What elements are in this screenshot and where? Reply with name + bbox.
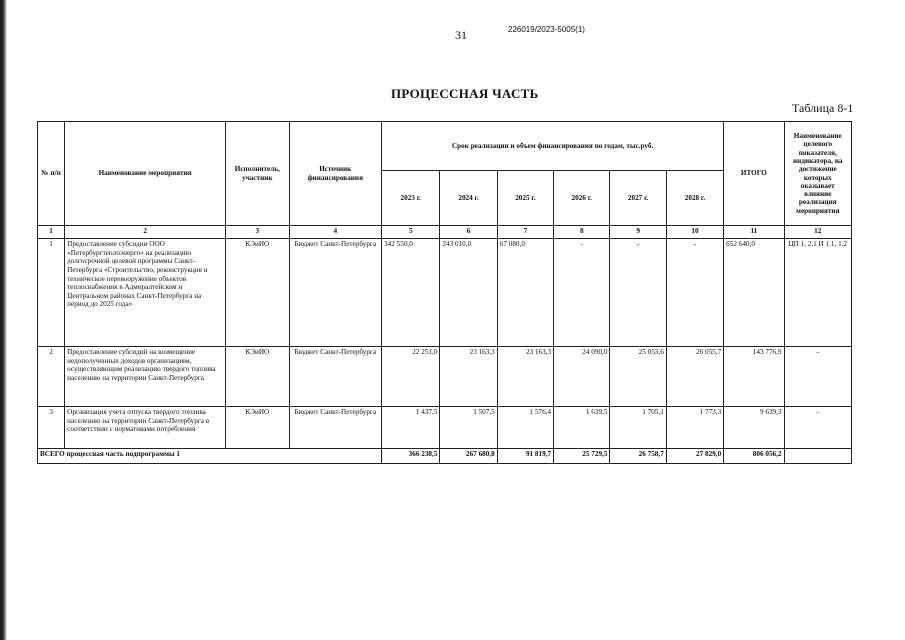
total-value: 27 829,0 xyxy=(666,449,723,464)
header-year: 2028 г. xyxy=(666,171,723,226)
column-number: 11 xyxy=(724,226,784,239)
total-indicator-empty xyxy=(784,449,851,464)
row-value: - xyxy=(666,239,723,347)
total-value: 25 729,5 xyxy=(554,449,610,464)
table-row xyxy=(38,239,852,347)
column-number: 6 xyxy=(440,226,497,239)
column-number: 3 xyxy=(226,226,289,239)
row-value: 342 550,0 xyxy=(382,239,440,347)
row-value: 1 705,1 xyxy=(610,407,666,449)
financing-table xyxy=(37,121,852,464)
column-number: 8 xyxy=(554,226,610,239)
header-funding: Срок реализации и объем финансирования по годам, тыс.руб. xyxy=(382,122,724,171)
header-year: 2023 г. xyxy=(382,171,440,226)
header-name: Наименование мероприятия xyxy=(65,122,226,226)
row-name: Предоставление субсидии ООО «Петербургтеплоэнерго» на реализацию долгосрочной целевой программы Санкт-Петербурга «Строительство, реконструкция и техническое перевооружение объектов теплоснабжения в Адмиралтейском и Центральном районах Санкт-Петербурга на период до 2025 года» xyxy=(65,239,226,347)
table-row xyxy=(38,407,852,449)
document-id: 226019/2023-5005(1) xyxy=(508,25,585,34)
row-total: 143 776,9 xyxy=(724,347,784,407)
total-value: 26 758,7 xyxy=(610,449,666,464)
row-indicator: ЦП 1, 2.1 И 1.1, 1.2 xyxy=(784,239,851,347)
row-value: 1 437,5 xyxy=(382,407,440,449)
row-value: 1 773,3 xyxy=(666,407,723,449)
row-value: 1 639,5 xyxy=(554,407,610,449)
row-value: 23 163,3 xyxy=(440,347,497,407)
header-year: 2027 г. xyxy=(610,171,666,226)
row-source: Бюджет Санкт-Петербурга xyxy=(289,407,382,449)
row-executor: КЭиИО xyxy=(226,239,289,347)
row-indicator: - xyxy=(784,347,851,407)
row-value: 26 055,7 xyxy=(666,347,723,407)
row-total: 9 639,3 xyxy=(724,407,784,449)
total-value: 366 238,5 xyxy=(382,449,440,464)
total-value: 91 819,7 xyxy=(497,449,553,464)
scan-edge xyxy=(0,0,7,640)
row-value: 25 053,6 xyxy=(610,347,666,407)
table-row xyxy=(38,347,852,407)
header-total: ИТОГО xyxy=(724,122,784,226)
column-number: 5 xyxy=(382,226,440,239)
total-label: ВСЕГО процессная часть подпрограммы 1 xyxy=(38,449,382,464)
row-value: - xyxy=(610,239,666,347)
column-number: 9 xyxy=(610,226,666,239)
row-source: Бюджет Санкт-Петербурга xyxy=(289,239,382,347)
column-number: 4 xyxy=(289,226,382,239)
column-number: 10 xyxy=(666,226,723,239)
column-number: 2 xyxy=(65,226,226,239)
table-label: Таблица 8-1 xyxy=(792,101,854,115)
total-value: 267 680,8 xyxy=(440,449,497,464)
row-total: 652 640,0 xyxy=(724,239,784,347)
total-row xyxy=(38,449,852,464)
row-value: 67 080,0 xyxy=(497,239,553,347)
header-year: 2024 г. xyxy=(440,171,497,226)
header-year: 2025 г. xyxy=(497,171,553,226)
column-number: 7 xyxy=(497,226,553,239)
row-value: 24 090,0 xyxy=(554,347,610,407)
grand-total: 806 056,2 xyxy=(724,449,784,464)
header-executor: Исполнитель, участник xyxy=(226,122,289,226)
header-indicator: Наименование целевого показателя, индикатора, на достижение которых оказывает влияние реализация мероприятия xyxy=(784,122,851,226)
row-num: 1 xyxy=(38,239,65,347)
row-name: Организация учета отпуска твердого топлива населению на территории Санкт-Петербурга в соответствии с нормативами потребления xyxy=(65,407,226,449)
header-num: № п/п xyxy=(38,122,65,226)
column-number-row xyxy=(38,226,852,239)
row-num: 2 xyxy=(38,347,65,407)
column-number: 1 xyxy=(38,226,65,239)
row-num: 3 xyxy=(38,407,65,449)
row-value: 1 507,5 xyxy=(440,407,497,449)
row-executor: КЭиИО xyxy=(226,407,289,449)
row-executor: КЭиИО xyxy=(226,347,289,407)
row-value: 243 010,0 xyxy=(440,239,497,347)
row-value: - xyxy=(554,239,610,347)
row-value: 1 576,4 xyxy=(497,407,553,449)
row-indicator: - xyxy=(784,407,851,449)
header-source: Источник финансирования xyxy=(289,122,382,226)
row-value: 23 163,3 xyxy=(497,347,553,407)
row-value: 22 251,0 xyxy=(382,347,440,407)
header-year: 2026 г. xyxy=(554,171,610,226)
row-source: Бюджет Санкт-Петербурга xyxy=(289,347,382,407)
page-title: ПРОЦЕССНАЯ ЧАСТЬ xyxy=(391,86,539,101)
row-name: Предоставление субсидий на возмещение недополученных доходов организациям, осуществляющим реализацию твердого топлива населению на территории Санкт-Петербурга xyxy=(65,347,226,407)
column-number: 12 xyxy=(784,226,851,239)
page-number: 31 xyxy=(455,28,467,42)
